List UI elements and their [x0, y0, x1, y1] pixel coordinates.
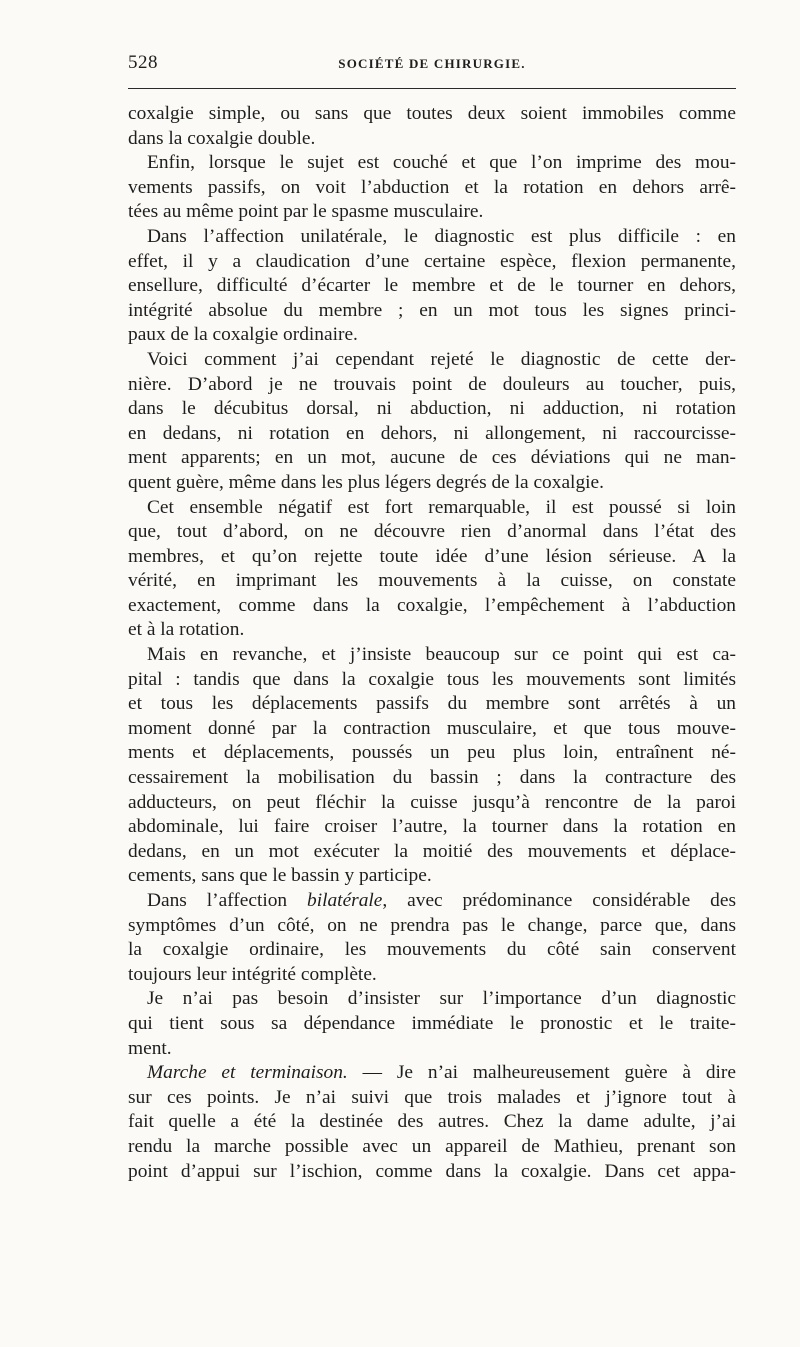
text-line: cements, sans que le bassin y participe.: [128, 865, 432, 887]
text-line: Je n’ai pas besoin d’insister sur l’importance d’un diagnostic: [147, 988, 736, 1010]
text-line: vements passifs, on voit l’abduction et la rotation en dehors arrê-: [128, 176, 736, 198]
text-line: Voici comment j’ai cependant rejeté le diagnostic de cette der-: [147, 348, 736, 370]
text-line: ment apparents; en un mot, aucune de ces déviations qui ne man-: [128, 447, 736, 469]
text-line: coxalgie simple, ou sans que toutes deux soient immobiles comme: [128, 103, 736, 124]
text-line: Cet ensemble négatif est fort remarquable, il est poussé si loin: [147, 496, 736, 518]
text-line: pital : tandis que dans la coxalgie tous les mouvements sont limités: [128, 668, 736, 690]
header-title: SOCIÉTÉ DE CHIRURGIE.: [338, 56, 526, 71]
text-line: Marche et terminaison. — Je n’ai malheureusement guère à dire: [147, 1062, 736, 1084]
text-line: la coxalgie ordinaire, les mouvements du côté sain conservent: [128, 939, 736, 961]
text-line: adducteurs, on peut fléchir la cuisse jusqu’à rencontre de la paroi: [128, 791, 736, 813]
text-line: dedans, en un mot exécuter la moitié des mouvements et déplace-: [128, 840, 736, 862]
text-line: qui tient sous sa dépendance immédiate le pronostic et le traite-: [128, 1012, 736, 1034]
text-line: fait quelle a été la destinée des autres. Chez la dame adulte, j’ai: [128, 1111, 736, 1133]
running-head: [128, 52, 736, 76]
italic-text: Marche et terminaison.: [147, 1062, 348, 1084]
text-line: cessairement la mobilisation du bassin ; dans la contracture des: [128, 767, 736, 789]
text-line: rendu la marche possible avec un appareil de Mathieu, prenant son: [128, 1135, 736, 1157]
text-line: en dedans, ni rotation en dehors, ni allongement, ni raccourcisse-: [128, 422, 736, 444]
text-line: symptômes d’un côté, on ne prendra pas le change, parce que, dans: [128, 914, 736, 936]
text-line: et tous les déplacements passifs du membre sont arrêtés à un: [128, 693, 736, 715]
text-line: dans le décubitus dorsal, ni abduction, ni adduction, ni rotation: [128, 398, 736, 420]
text-line: sur ces points. Je n’ai suivi que trois malades et j’ignore tout à: [128, 1086, 736, 1108]
text-line: abdominale, lui faire croiser l’autre, la tourner dans la rotation en: [128, 816, 736, 838]
text-line: moment donné par la contraction musculaire, et que tous mouve-: [128, 717, 736, 739]
text-line: Mais en revanche, et j’insiste beaucoup sur ce point qui est ca-: [147, 644, 736, 666]
text-line: ment.: [128, 1037, 172, 1059]
text-line: que, tout d’abord, on ne découvre rien d’anormal dans l’état des: [128, 521, 736, 543]
text-line: Dans l’affection bilatérale, avec prédominance considérable des: [147, 890, 736, 911]
text-line: vérité, en imprimant les mouvements à la cuisse, on constate: [128, 570, 736, 592]
text-line: membres, et qu’on rejette toute idée d’une lésion sérieuse. A la: [128, 545, 736, 567]
header-rule: [128, 88, 736, 89]
text-line: intégrité absolue du membre ; en un mot tous les signes princi-: [128, 299, 736, 321]
text-line: et à la rotation.: [128, 619, 245, 641]
text-line: effet, il y a claudication d’une certaine espèce, flexion permanente,: [128, 250, 736, 272]
text-line: ments et déplacements, poussés un peu plus loin, entraînent né-: [128, 742, 736, 764]
text-line: tées au même point par le spasme musculaire.: [128, 201, 484, 223]
text-line: point d’appui sur l’ischion, comme dans la coxalgie. Dans cet appa-: [128, 1160, 736, 1182]
text-line: dans la coxalgie double.: [128, 127, 316, 149]
text-line: exactement, comme dans la coxalgie, l’empêchement à l’abduction: [128, 594, 736, 616]
text-line: toujours leur intégrité complète.: [128, 963, 377, 985]
page-number: 528: [128, 52, 158, 73]
italic-text: bilatérale: [307, 890, 383, 911]
text-line: ensellure, difficulté d’écarter le membre et de le tourner en dehors,: [128, 275, 736, 297]
text-line: quent guère, même dans les plus légers degrés de la coxalgie.: [128, 471, 604, 493]
text-line: nière. D’abord je ne trouvais point de douleurs au toucher, puis,: [128, 373, 736, 395]
text-line: Dans l’affection unilatérale, le diagnostic est plus difficile : en: [147, 225, 736, 247]
text-line: paux de la coxalgie ordinaire.: [128, 324, 358, 346]
text-line: Enfin, lorsque le sujet est couché et que l’on imprime des mou-: [147, 152, 736, 174]
body-text: [128, 102, 736, 1184]
